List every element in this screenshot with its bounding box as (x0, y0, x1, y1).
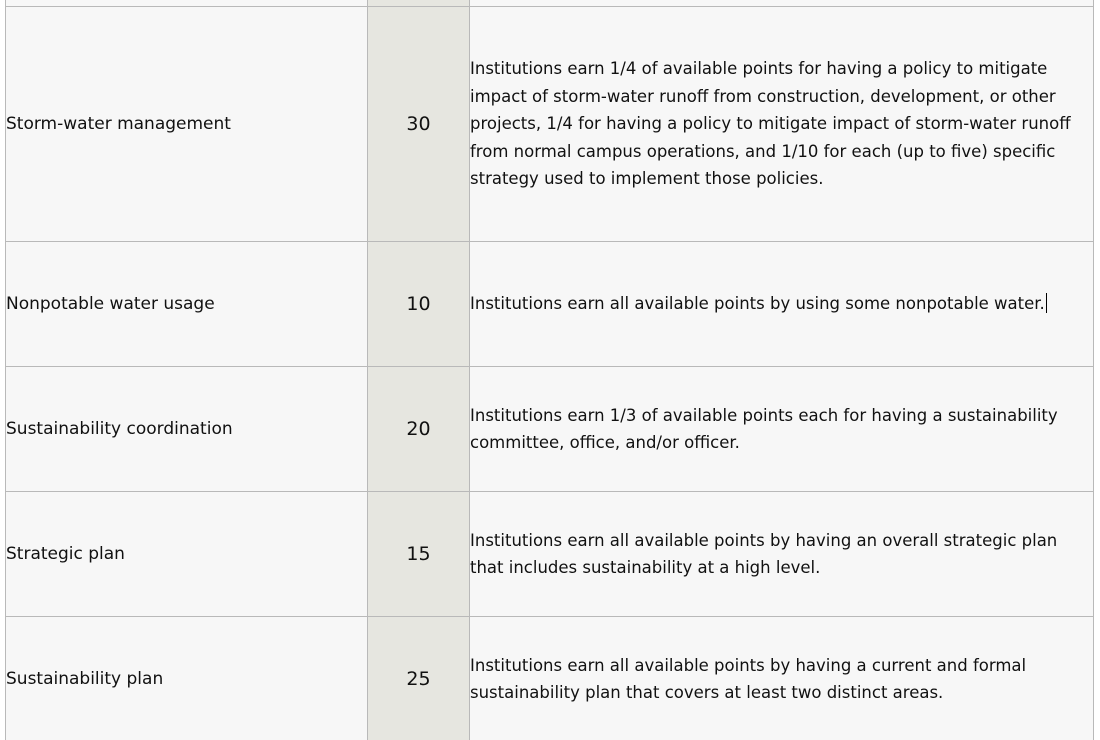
table-row (6, 617, 1094, 740)
table-row (6, 367, 1094, 492)
criterion-name: Sustainability plan (6, 617, 368, 740)
criterion-name: Strategic plan (6, 492, 368, 617)
criterion-description[interactable] (470, 242, 1094, 367)
criterion-points: 25 (368, 617, 470, 740)
table-row (6, 492, 1094, 617)
criterion-name: Storm-water management (6, 7, 368, 242)
criterion-description[interactable]: Institutions earn all available points by having a current and formal sustainability plan that covers at least two distinct areas. (470, 617, 1094, 740)
text-cursor (1046, 293, 1047, 313)
criterion-points: 15 (368, 492, 470, 617)
criterion-name: Sustainability coordination (6, 367, 368, 492)
criterion-points: 30 (368, 7, 470, 242)
criterion-points: 10 (368, 242, 470, 367)
criterion-name: Nonpotable water usage (6, 242, 368, 367)
description-text: Institutions earn all available points by using some nonpotable water. (470, 294, 1045, 314)
criterion-description[interactable]: Institutions earn 1/4 of available points for having a policy to mitigate impact of storm-water runoff from construction, development, or other projects, 1/4 for having a policy to mitigate impact of storm-water runoff from normal campus operations, and 1/10 for each (up to five) specific strategy used to implement those policies. (470, 7, 1094, 242)
criterion-description[interactable]: Institutions earn all available points by having an overall strategic plan that includes sustainability at a high level. (470, 492, 1094, 617)
table-row (6, 242, 1094, 367)
criterion-description[interactable]: Institutions earn 1/3 of available points each for having a sustainability committee, office, and/or officer. (470, 367, 1094, 492)
criteria-table (5, 0, 1094, 740)
table-row (6, 7, 1094, 242)
criterion-points: 20 (368, 367, 470, 492)
